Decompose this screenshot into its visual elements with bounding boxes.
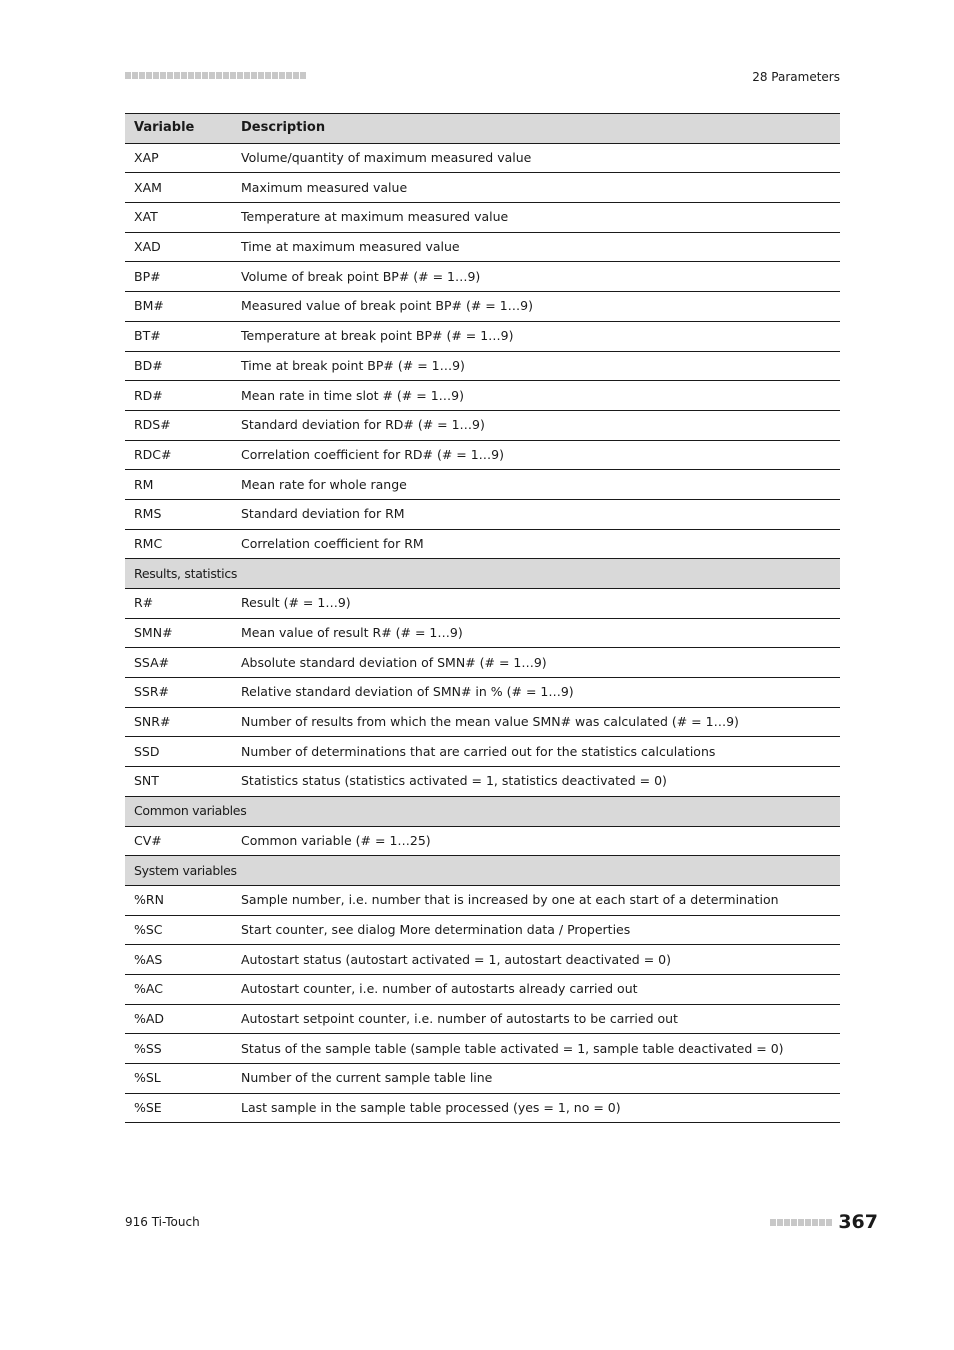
variable-cell: %RN (125, 885, 232, 915)
table-row (125, 915, 840, 945)
table-row (125, 292, 840, 322)
description-cell: Volume of break point BP# (# = 1…9) (232, 262, 840, 292)
variable-cell: XAP (125, 143, 232, 173)
variable-cell: BT# (125, 321, 232, 351)
decor-square (258, 72, 264, 79)
table-row (125, 618, 840, 648)
decor-square (286, 72, 292, 79)
description-cell: Autostart status (autostart activated = 1, autostart deactivated = 0) (232, 945, 840, 975)
variable-cell: %SE (125, 1093, 232, 1123)
table-row (125, 232, 840, 262)
table-header-row (125, 114, 840, 144)
variable-cell: SNR# (125, 707, 232, 737)
decor-square (188, 72, 194, 79)
description-cell: Number of results from which the mean value SMN# was calculated (# = 1…9) (232, 707, 840, 737)
table-row (125, 589, 840, 619)
variable-cell: %SC (125, 915, 232, 945)
decor-square (244, 72, 250, 79)
variable-cell: XAM (125, 173, 232, 203)
header-decoration (125, 72, 306, 79)
parameters-table (125, 113, 840, 1123)
variable-cell: RMC (125, 529, 232, 559)
decor-square (265, 72, 271, 79)
table-row (125, 1093, 840, 1123)
decor-square (195, 72, 201, 79)
decor-square (174, 72, 180, 79)
page-number-block (770, 1211, 878, 1233)
description-cell: Common variable (# = 1…25) (232, 826, 840, 856)
table-row (125, 262, 840, 292)
variable-cell: SNT (125, 767, 232, 797)
table-row (125, 707, 840, 737)
description-cell: Status of the sample table (sample table activated = 1, sample table deactivated = 0) (232, 1034, 840, 1064)
decor-square (784, 1219, 790, 1226)
decor-square (167, 72, 173, 79)
decor-square (279, 72, 285, 79)
variable-cell: SSR# (125, 678, 232, 708)
table-row (125, 470, 840, 500)
variable-cell: %AD (125, 1004, 232, 1034)
table-row (125, 173, 840, 203)
variable-cell: %AS (125, 945, 232, 975)
decor-square (237, 72, 243, 79)
section-label: System variables (125, 856, 840, 886)
decor-square (819, 1219, 825, 1226)
decor-square (209, 72, 215, 79)
description-cell: Mean rate in time slot # (# = 1…9) (232, 381, 840, 411)
description-cell: Maximum measured value (232, 173, 840, 203)
table-row (125, 737, 840, 767)
decor-square (146, 72, 152, 79)
description-cell: Statistics status (statistics activated = 1, statistics deactivated = 0) (232, 767, 840, 797)
section-row (125, 796, 840, 826)
section-label: Common variables (125, 796, 840, 826)
description-cell: Standard deviation for RM (232, 499, 840, 529)
description-cell: Time at maximum measured value (232, 232, 840, 262)
variable-cell: BD# (125, 351, 232, 381)
table-row (125, 321, 840, 351)
decor-square (202, 72, 208, 79)
table-row (125, 974, 840, 1004)
description-cell: Relative standard deviation of SMN# in % (# = 1…9) (232, 678, 840, 708)
decor-square (153, 72, 159, 79)
description-cell: Number of the current sample table line (232, 1064, 840, 1094)
variable-cell: %SS (125, 1034, 232, 1064)
table-row (125, 767, 840, 797)
table-row (125, 885, 840, 915)
variable-cell: R# (125, 589, 232, 619)
section-row (125, 559, 840, 589)
description-cell: Measured value of break point BP# (# = 1…9) (232, 292, 840, 322)
variable-cell: CV# (125, 826, 232, 856)
description-cell: Last sample in the sample table processed (yes = 1, no = 0) (232, 1093, 840, 1123)
decor-square (230, 72, 236, 79)
variable-cell: RD# (125, 381, 232, 411)
page-number: 367 (838, 1211, 878, 1233)
description-cell: Standard deviation for RD# (# = 1…9) (232, 410, 840, 440)
table-body (125, 143, 840, 1123)
decor-square (812, 1219, 818, 1226)
variable-cell: SSD (125, 737, 232, 767)
decor-square (791, 1219, 797, 1226)
table-row (125, 410, 840, 440)
decor-square (139, 72, 145, 79)
product-name: 916 Ti-Touch (125, 1215, 200, 1229)
description-cell: Correlation coefficient for RM (232, 529, 840, 559)
table-row (125, 499, 840, 529)
table-row (125, 381, 840, 411)
decor-square (160, 72, 166, 79)
variable-cell: BM# (125, 292, 232, 322)
variable-cell: %AC (125, 974, 232, 1004)
table-row (125, 203, 840, 233)
decor-square (826, 1219, 832, 1226)
variable-cell: RM (125, 470, 232, 500)
chapter-title: 28 Parameters (752, 70, 840, 84)
table-row (125, 529, 840, 559)
table-row (125, 826, 840, 856)
decor-square (272, 72, 278, 79)
table-row (125, 678, 840, 708)
variable-cell: BP# (125, 262, 232, 292)
decor-square (293, 72, 299, 79)
decor-square (223, 72, 229, 79)
variable-cell: RMS (125, 499, 232, 529)
section-label: Results, statistics (125, 559, 840, 589)
variable-cell: SSA# (125, 648, 232, 678)
decor-square (805, 1219, 811, 1226)
description-cell: Temperature at maximum measured value (232, 203, 840, 233)
variable-cell: RDC# (125, 440, 232, 470)
decor-square (125, 72, 131, 79)
decor-square (216, 72, 222, 79)
decor-square (770, 1219, 776, 1226)
description-cell: Number of determinations that are carried out for the statistics calculations (232, 737, 840, 767)
description-cell: Autostart setpoint counter, i.e. number of autostarts to be carried out (232, 1004, 840, 1034)
decor-square (132, 72, 138, 79)
table-row (125, 945, 840, 975)
table-row (125, 143, 840, 173)
column-header-description: Description (232, 114, 840, 144)
decor-square (251, 72, 257, 79)
variable-cell: XAD (125, 232, 232, 262)
table-row (125, 1004, 840, 1034)
variable-cell: RDS# (125, 410, 232, 440)
table-row (125, 1034, 840, 1064)
decor-square (798, 1219, 804, 1226)
description-cell: Temperature at break point BP# (# = 1…9) (232, 321, 840, 351)
footer-decoration (770, 1219, 832, 1226)
column-header-variable: Variable (125, 114, 232, 144)
description-cell: Mean value of result R# (# = 1…9) (232, 618, 840, 648)
description-cell: Result (# = 1…9) (232, 589, 840, 619)
table-row (125, 1064, 840, 1094)
decor-square (300, 72, 306, 79)
description-cell: Start counter, see dialog More determination data / Properties (232, 915, 840, 945)
description-cell: Sample number, i.e. number that is increased by one at each start of a determination (232, 885, 840, 915)
variable-cell: SMN# (125, 618, 232, 648)
decor-square (777, 1219, 783, 1226)
description-cell: Volume/quantity of maximum measured value (232, 143, 840, 173)
variable-cell: XAT (125, 203, 232, 233)
description-cell: Absolute standard deviation of SMN# (# = 1…9) (232, 648, 840, 678)
section-row (125, 856, 840, 886)
parameters-table-container (125, 113, 840, 1123)
description-cell: Correlation coefficient for RD# (# = 1…9) (232, 440, 840, 470)
table-row (125, 351, 840, 381)
decor-square (181, 72, 187, 79)
table-row (125, 440, 840, 470)
description-cell: Time at break point BP# (# = 1…9) (232, 351, 840, 381)
table-row (125, 648, 840, 678)
variable-cell: %SL (125, 1064, 232, 1094)
description-cell: Autostart counter, i.e. number of autostarts already carried out (232, 974, 840, 1004)
description-cell: Mean rate for whole range (232, 470, 840, 500)
